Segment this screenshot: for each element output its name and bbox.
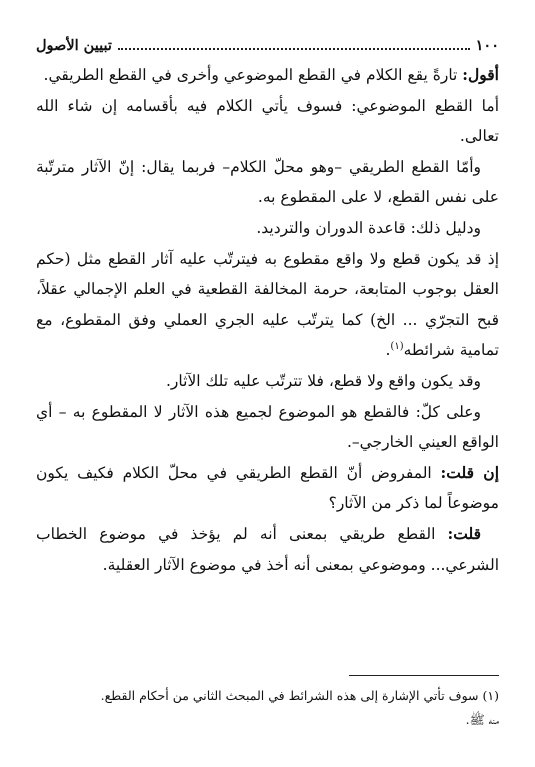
paragraph-7: وعلى كلّ: فالقطع هو الموضوع لجميع هذه الآثار لا المقطوع به – أي الواقع العيني الخارجي–. bbox=[36, 402, 499, 452]
paragraph-6: وقد يكون واقع ولا قطع، فلا تترتّب عليه تلك الآثار. bbox=[166, 371, 481, 390]
running-title: تبيين الأصول bbox=[36, 37, 112, 54]
header-dotted-leader bbox=[118, 48, 470, 50]
paragraph-lead-aqul: أقول: bbox=[462, 65, 499, 84]
paragraph-5 bbox=[36, 244, 499, 366]
paragraph-1 bbox=[36, 60, 499, 91]
paragraph-5-text: إذ قد يكون قطع ولا واقع مقطوع به فيترتّب عليه آثار القطع مثل (حكم العقل بوجوب المتابعة، حرمة المخالفة القطعية في العلم الإجمالي عقلاً، قبح التجرّي ... الخ) كما يترتّب عليه الجري العملي وفق المقطوع، مع تمامية شرائطه bbox=[36, 249, 499, 360]
footnote-separator bbox=[349, 675, 499, 676]
footnote-1-signature: منه ﷺ. bbox=[465, 712, 499, 727]
paragraph-lead-in-qulta: إن قلت: bbox=[440, 462, 499, 482]
paragraph-8 bbox=[36, 458, 499, 519]
paragraph-2: أما القطع الموضوعي: فسوف يأتي الكلام فيه بأقسامه إن شاء الله تعالى. bbox=[36, 96, 499, 146]
footnote-reference[interactable]: (١) bbox=[390, 341, 404, 353]
main-text bbox=[36, 60, 499, 580]
page-header bbox=[36, 30, 499, 54]
paragraph-9-text: القطع طريقي بمعنى أنه لم يؤخذ في موضوع الخطاب الشرعي... وموضوعي بمعنى أنه أخذ في موضوع الآثار العقلية. bbox=[36, 524, 499, 574]
footnote-1: (١) سوف تأتي الإشارة إلى هذه الشرائط في المبحث الثاني من أحكام القطع. bbox=[100, 688, 499, 703]
paragraph-1-text: تارةً يقع الكلام في القطع الموضوعي وأخرى في القطع الطريقي. bbox=[43, 66, 463, 84]
paragraph-5-end: . bbox=[385, 341, 391, 360]
footnotes bbox=[36, 684, 499, 732]
paragraph-4: ودليل ذلك: قاعدة الدوران والترديد. bbox=[256, 218, 481, 237]
paragraph-3: وأمّا القطع الطريقي –وهو محلّ الكلام– فربما يقال: إنّ الآثار مترتّبة على نفس القطع، لا على المقطوع به. bbox=[36, 157, 499, 207]
paragraph-9 bbox=[36, 519, 499, 580]
paragraph-8-text: المفروض أنّ القطع الطريقي في محلّ الكلام فكيف يكون موضوعاً لما ذكر من الآثار؟ bbox=[36, 463, 499, 513]
paragraph-lead-qultu: قلت: bbox=[447, 523, 481, 543]
page-number: ١٠٠ bbox=[475, 37, 499, 54]
